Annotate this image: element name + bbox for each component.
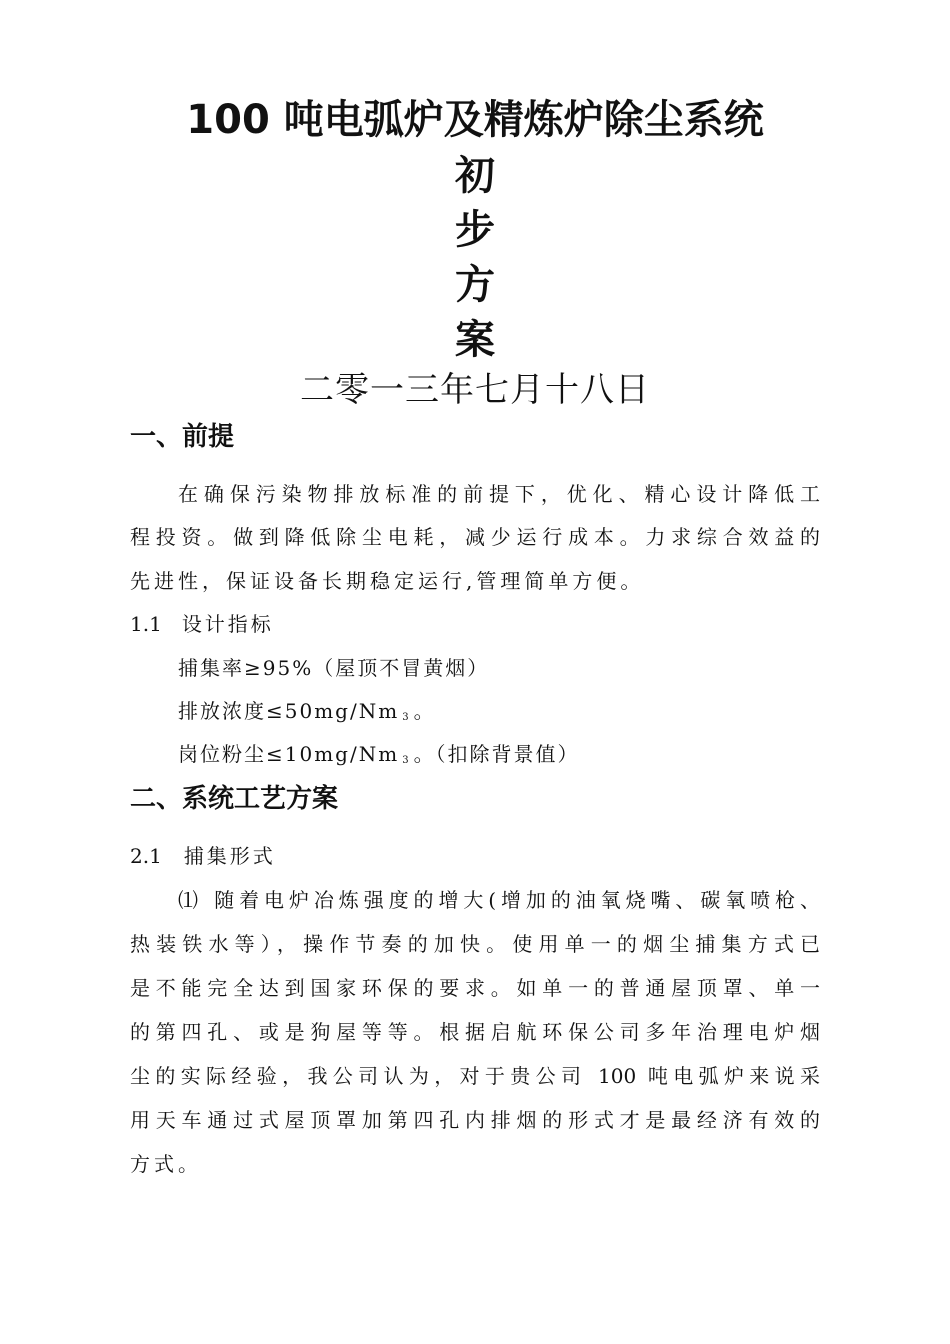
section-1-heading: 一、前提 bbox=[130, 422, 235, 452]
subsection-1-1 bbox=[130, 610, 274, 638]
indicator-emission-text: 排放浓度≤50mg/Nm bbox=[178, 699, 400, 723]
indicator-capture-rate: 捕集率≥95%（屋顶不冒黄烟） bbox=[178, 656, 490, 680]
document-title-line-2: 初 bbox=[455, 153, 495, 199]
indicator-workplace-dust bbox=[178, 740, 580, 775]
section-2-paragraph-line-5: 尘的实际经验，我公司认为，对于贵公司 100 吨电弧炉来说采 bbox=[130, 1064, 820, 1088]
indicator-emission-concentration bbox=[178, 697, 436, 732]
subsection-1-1-number: 1.1 bbox=[130, 612, 162, 636]
section-1-paragraph-line-2: 程投资。做到降低除尘电耗，减少运行成本。力求综合效益的 bbox=[130, 525, 820, 549]
subsection-2-1 bbox=[130, 842, 276, 870]
indicator-dust-end: 。（扣除背景值） bbox=[413, 742, 580, 766]
subsection-2-1-title: 捕集形式 bbox=[183, 844, 276, 868]
document-title-line-4: 方 bbox=[455, 262, 495, 308]
indicator-dust-text: 岗位粉尘≤10mg/Nm bbox=[178, 742, 400, 766]
section-2-paragraph-line-4: 的第四孔、或是狗屋等等。根据启航环保公司多年治理电炉烟 bbox=[130, 1020, 820, 1044]
section-1-paragraph-line-1: 在确保污染物排放标准的前提下，优化、精心设计降低工 bbox=[178, 482, 820, 506]
section-2-paragraph-line-1: ⑴ 随着电炉冶炼强度的增大(增加的油氧烧嘴、碳氧喷枪、 bbox=[178, 888, 820, 912]
indicator-dust-sup: 3 bbox=[402, 755, 411, 766]
section-2-paragraph-line-6: 用天车通过式屋顶罩加第四孔内排烟的形式才是最经济有效的 bbox=[130, 1108, 820, 1132]
document-title-line-3: 步 bbox=[455, 207, 495, 253]
section-2-paragraph-line-7: 方式。 bbox=[130, 1152, 202, 1176]
subsection-2-1-number: 2.1 bbox=[130, 844, 162, 868]
document-date: 二零一三年七月十八日 bbox=[300, 370, 650, 410]
section-2-paragraph-line-2: 热装铁水等），操作节奏的加快。使用单一的烟尘捕集方式已 bbox=[130, 932, 820, 956]
document-title-line-1: 100 吨电弧炉及精炼炉除尘系统 bbox=[186, 97, 764, 143]
section-2-paragraph-line-3: 是不能完全达到国家环保的要求。如单一的普通屋顶罩、单一 bbox=[130, 976, 820, 1000]
section-1-paragraph-line-3: 先进性，保证设备长期稳定运行,管理简单方便。 bbox=[130, 569, 645, 593]
indicator-emission-end: 。 bbox=[413, 699, 436, 723]
indicator-emission-sup: 3 bbox=[402, 712, 411, 723]
section-2-heading: 二、系统工艺方案 bbox=[130, 784, 339, 814]
subsection-1-1-title: 设计指标 bbox=[181, 612, 274, 636]
document-title-line-5: 案 bbox=[455, 317, 495, 363]
